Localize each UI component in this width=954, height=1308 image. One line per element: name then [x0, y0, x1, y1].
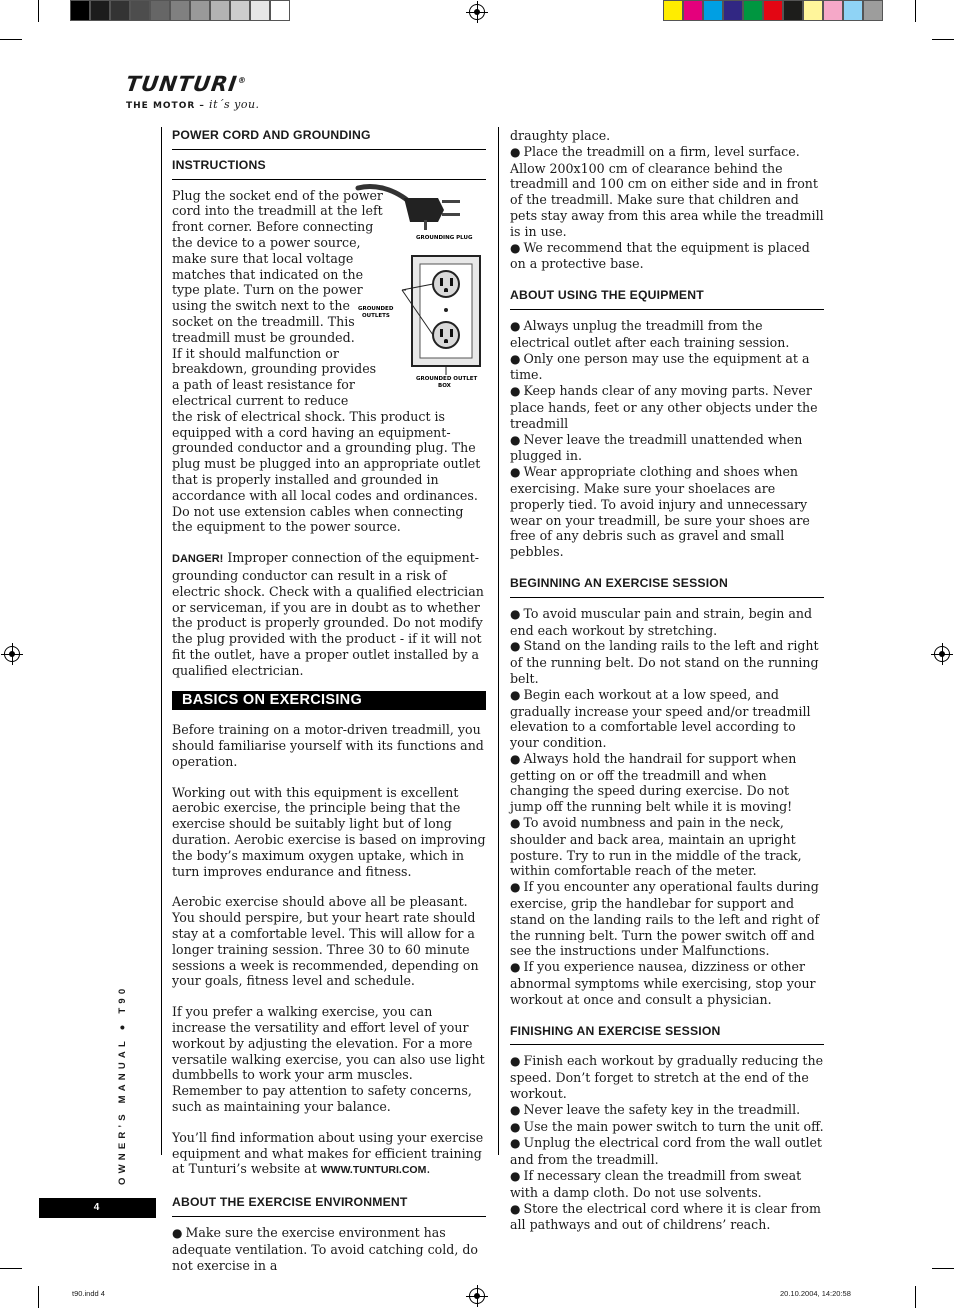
list-item: ● Wear appropriate clothing and shoes when exercising. Make sure your shoelaces are properly tied. To avoid injury and unnecessary wear on your treadmill, be sure your shoes are free of any debris such as gravel and small pebbles. [510, 464, 810, 560]
color-swatch [663, 0, 683, 21]
svg-text:BOX: BOX [438, 383, 451, 389]
intro-line: using the switch next to the [172, 298, 350, 314]
bullet-icon: ● [510, 639, 521, 654]
intro-line: If it should malfunction or [172, 345, 339, 361]
registration-mark-icon [469, 1288, 485, 1304]
grey-swatch [270, 0, 290, 21]
bullet-icon: ● [510, 880, 521, 895]
registration-mark-icon [4, 646, 20, 662]
grey-swatch [70, 0, 90, 21]
bullet-icon: ● [510, 351, 521, 366]
bullet-icon: ● [172, 1226, 183, 1241]
side-label: OWNER’S MANUAL ● T90 [117, 984, 128, 1185]
bullet-icon: ● [510, 816, 521, 831]
intro-line: electrical current to reduce [172, 392, 349, 408]
registration-mark-icon [469, 4, 485, 20]
intro-line: cord into the treadmill at the left [172, 203, 383, 219]
list-item: ● If you encounter any operational faults during exercise, grip the handlebar for support and stand on the landing rails to the left and right of the running belt. Turn the power switch off and see the instructions under Malfunctions. [510, 879, 820, 959]
intro-line: a path of least resistance for [172, 377, 355, 393]
list-item: ● Place the treadmill on a firm, level surface. Allow 200x100 cm of clearance behind the treadmill and 100 cm on either side and in front of the treadmill. Make sure that children and pets stay away from this area while the treadmill is in use. [510, 143, 824, 239]
column-divider-rule [498, 127, 499, 1155]
svg-text:OUTLETS: OUTLETS [362, 313, 390, 319]
crop-mark [0, 1268, 22, 1269]
crop-mark [932, 39, 954, 40]
crop-mark [915, 1286, 916, 1308]
intro-line: the device to a power source, [172, 234, 361, 250]
heading-finishing-session: FINISHING AN EXERCISE SESSION [510, 1024, 824, 1046]
slug-timestamp: 20.10.2004, 14:20:58 [780, 1289, 851, 1298]
intro-line: breakdown, grounding provides [172, 361, 377, 377]
list-item: ● Never leave the treadmill unattended when plugged in. [510, 431, 803, 464]
page-number-box [39, 1198, 156, 1218]
list-item: ● Stand on the landing rails to the left and right of the running belt. Do not stand on the running belt. [510, 638, 819, 686]
registration-mark-icon [934, 646, 950, 662]
basics-paragraph-1: Before training on a motor-driven treadmill, you should familiarise yourself with its functions and operation. [172, 722, 484, 769]
list-item: ● Finish each workout by gradually reducing the speed. Don’t forget to stretch at the end of the workout. [510, 1053, 824, 1102]
list-item: ● Begin each workout at a low speed, and gradually increase your speed and/or treadmill elevation to a comfortable level according to your condition. [510, 686, 811, 751]
list-item: ● Use the main power switch to turn the unit off. [510, 1118, 824, 1134]
bullet-icon: ● [510, 1136, 521, 1151]
bullet-icon: ● [510, 1169, 521, 1184]
bullet-icon: ● [510, 606, 521, 621]
grey-swatch [130, 0, 150, 21]
intro-line: Plug the socket end of the power [172, 187, 383, 203]
color-swatch [863, 0, 883, 21]
grey-swatch [190, 0, 210, 21]
using-list [510, 318, 824, 560]
bullet-icon: ● [510, 1119, 521, 1134]
tunturi-logo [126, 72, 276, 111]
finishing-list [510, 1053, 824, 1233]
logo-tagline: THE MOTOR – it´s you. [126, 98, 260, 111]
grey-swatch [170, 0, 190, 21]
bullet-icon: ● [510, 687, 521, 702]
beginning-list [510, 606, 824, 1008]
color-swatch [763, 0, 783, 21]
intro-line: front corner. Before connecting [172, 219, 374, 235]
bullet-icon: ● [510, 144, 521, 159]
outlet-icon [433, 271, 459, 297]
crop-mark [915, 0, 916, 22]
intro-line: make sure that local voltage [172, 250, 354, 266]
bullet-icon: ● [510, 1054, 521, 1069]
list-item: ● Never leave the safety key in the treadmill. [510, 1101, 801, 1117]
list-item: ● If necessary clean the treadmill from sweat with a damp cloth. Do not use solvents. [510, 1168, 802, 1200]
bullet-icon: ● [510, 1201, 521, 1216]
list-item: ● Make sure the exercise environment has adequate ventilation. To avoid catching cold, do not exercise in a [172, 1225, 478, 1273]
basics-paragraph-3: Aerobic exercise should above all be pleasant. You should perspire, but your heart rate should stay at a comfortable level. This will allow for a longer training session. Three 30 to 60 minute sessions a week is recommended, depending on your goals, fitness level and schedule. [172, 894, 479, 989]
grey-swatch [210, 0, 230, 21]
intro-line: type plate. Turn on the power [172, 282, 363, 298]
bullet-icon: ● [510, 240, 521, 255]
grey-color-bars [70, 0, 290, 21]
grey-swatch [90, 0, 110, 21]
list-item: ● Store the electrical cord where it is clear from all pathways and out of childrens’ reach. [510, 1200, 821, 1233]
grey-swatch [230, 0, 250, 21]
website-link[interactable]: WWW.TUNTURI.COM [320, 1164, 427, 1177]
grey-swatch [150, 0, 170, 21]
outlet-icon [433, 322, 459, 348]
list-item: ● Always hold the handrail for support when getting on or off the treadmill and when changing the speed during exercise. Do not jump off the running belt while it is moving! [510, 750, 797, 815]
bullet-icon: ● [510, 432, 521, 447]
color-swatch [783, 0, 803, 21]
heading-beginning-session: BEGINNING AN EXERCISE SESSION [510, 576, 824, 598]
heading-using-equipment: ABOUT USING THE EQUIPMENT [510, 288, 824, 310]
list-item: ● Unplug the electrical cord from the wall outlet and from the treadmill. [510, 1135, 822, 1168]
list-item: ● We recommend that the equipment is placed on a protective base. [510, 239, 810, 272]
color-swatch [723, 0, 743, 21]
left-margin-rule [161, 127, 162, 1155]
bullet-icon: ● [510, 1102, 521, 1117]
list-item: ● To avoid muscular pain and strain, begin and end each workout by stretching. [510, 605, 813, 638]
page-number: 4 [93, 1202, 100, 1213]
right-column [510, 128, 824, 1233]
color-swatch [843, 0, 863, 21]
bullet-icon: ● [510, 465, 521, 480]
list-item: ● Keep hands clear of any moving parts. Never place hands, feet or any other objects under the treadmill [510, 383, 818, 431]
heading-power-cord: POWER CORD AND GROUNDING [172, 128, 486, 150]
environment-continued: draughty place. [510, 128, 611, 143]
svg-text:GROUNDING PLUG: GROUNDING PLUG [416, 235, 473, 241]
grounding-plug-illustration [354, 180, 486, 392]
color-swatch [823, 0, 843, 21]
crop-mark [0, 39, 22, 40]
basics-paragraph-5: You’ll find information about using your exercise equipment and what makes for efficient training at Tunturi’s website at WWW.TUNTURI.COM. [172, 1129, 484, 1177]
color-swatch [683, 0, 703, 21]
intro-line: socket on the treadmill. This [172, 313, 355, 329]
intro-paragraph-rest: the risk of electrical shock. This product is equipped with a cord having an equipment-grounded conductor and a grounding plug. The plug must be plugged into an appropriate outlet that is properly installed and grounded in accordance with all local codes and ordinances. Do not use extension cables when connecting the equipment to the power source. [172, 408, 481, 535]
basics-paragraph-4: If you prefer a walking exercise, you can increase the versatility and effort level of your workout by adjusting the elevation. For a more versatile walking exercise, you can also use light dumbbells to work your arm muscles. Remember to pay attention to safety concerns, such as maintaining your balance. [172, 1004, 485, 1115]
svg-text:GROUNDED OUTLET: GROUNDED OUTLET [416, 376, 478, 382]
heading-instructions: INSTRUCTIONS [172, 158, 486, 180]
list-item: ● If you experience nausea, dizziness or other abnormal symptoms while exercising, stop your workout at once and consult a physician. [510, 959, 816, 1007]
list-item: ● To avoid numbness and pain in the neck, shoulder and back area, maintain an upright posture. Try to run in the middle of the track, within comfortable reach of the meter. [510, 815, 802, 879]
slug-filename: t90.indd 4 [72, 1289, 105, 1298]
crop-mark [38, 0, 39, 22]
color-swatch [743, 0, 763, 21]
crop-mark [932, 1268, 954, 1269]
intro-line: matches that indicated on the [172, 266, 364, 282]
svg-text:GROUNDED: GROUNDED [358, 306, 394, 312]
logo-wordmark: TUNTURI® [124, 72, 248, 96]
crop-mark [38, 1286, 39, 1308]
heading-exercise-environment: ABOUT THE EXERCISE ENVIRONMENT [172, 1195, 486, 1217]
color-swatch [803, 0, 823, 21]
color-swatch [703, 0, 723, 21]
basics-paragraph-2: Working out with this equipment is excellent aerobic exercise, the principle being that the exercise should be suitably light but of long duration. Aerobic exercise is based on improving the body’s maximum oxygen uptake, which in turn improves endurance and fitness. [172, 784, 486, 879]
grey-swatch [250, 0, 270, 21]
heading-basics-on-exercising: BASICS ON EXERCISING [172, 691, 486, 711]
grey-swatch [110, 0, 130, 21]
bullet-icon: ● [510, 960, 521, 975]
bullet-icon: ● [510, 751, 521, 766]
plug-icon [404, 198, 444, 222]
bullet-icon: ● [510, 384, 521, 399]
intro-line: treadmill must be grounded. [172, 329, 355, 345]
danger-label: DANGER! [172, 553, 224, 566]
bullet-icon: ● [510, 318, 521, 333]
list-item: ● Always unplug the treadmill from the electrical outlet after each training session. [510, 317, 790, 350]
list-item: ● Only one person may use the equipment at a time. [510, 350, 810, 383]
danger-paragraph: DANGER! Improper connection of the equipment-grounding conductor can result in a risk of electric shock. Check with a qualified electrician or serviceman, if you are in doubt as to whether the product is properly grounded. Do not modify the plug provided with the product - if it will not fit the outlet, have a proper outlet installed by a qualified electrician. [172, 550, 484, 678]
process-color-bars [663, 0, 883, 21]
